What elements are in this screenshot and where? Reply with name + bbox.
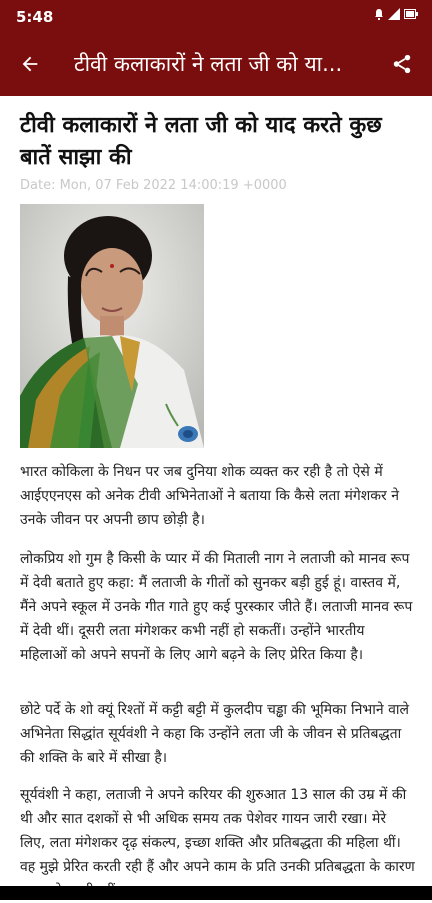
share-icon: [391, 53, 413, 75]
article-paragraph: छोटे पर्दे के शो क्यूं रिश्तों में कट्टी बट्टी में कुलदीप चड्ढा की भूमिका निभाने वाले अभिनेता सिद्धांत सूर्यवंशी ने कहा कि उन्होंने लता जी के जीवन से प्रतिबद्धता की शक्ति के बारे में सीखा है।: [20, 702, 409, 766]
article-headline: टीवी कलाकारों ने लता जी को याद करते कुछ बातें साझा की: [20, 113, 382, 170]
article-date: Date: Mon, 07 Feb 2022 14:00:19 +0000: [20, 178, 287, 193]
status-time: 5:48: [16, 8, 54, 26]
back-button[interactable]: [12, 46, 48, 82]
signal-icon: [388, 8, 400, 20]
article-content[interactable]: [0, 96, 432, 886]
arrow-left-icon: [19, 53, 41, 75]
article-paragraph: सूर्यवंशी ने कहा, लताजी ने अपने करियर की शुरुआत 13 साल की उम्र में की थी और सात दशकों से भी अधिक समय तक पेशेवर गायन जारी रखा। मेरे लिए, लता मंगेशकर दृढ़ संकल्प, इच्छा शक्ति और प्रतिबद्धता की महिला थीं। वह मुझे प्रेरित करती रही हैं और अपने काम के प्रति उनकी प्रतिबद्धता के कारण: [20, 787, 415, 875]
app-bar: [0, 32, 432, 96]
status-bar: [0, 0, 432, 32]
article-paragraph: लोकप्रिय शो गुम है किसी के प्यार में की मिताली नाग ने लताजी को मानव रूप में देवी बताते हुए कहा: मैं लताजी के गीतों को सुनकर बड़ी हुई हूं। वास्तव में, मैंने अपने स्कूल में उनके गीत गाते हुए कई पुरस्कार जीते हैं। लताजी मानव रूप में देवी थीं। दूसरी लता मंगेशकर कभी नहीं हो सकतीं। उन्होंने भारतीय महिलाओं को अपने सपनों के लिए आगे बढ़ने के लिए प्रेरित किया है।: [20, 551, 413, 663]
system-icons: [374, 8, 418, 20]
article-photo: [20, 204, 204, 448]
notification-icon: [374, 8, 384, 20]
navigation-bar: [0, 886, 432, 900]
article-paragraph: भारत कोकिला के निधन पर जब दुनिया शोक व्यक्त कर रही है तो ऐसे में आईएएनएस को अनेक टीवी अभिनेताओं ने बताया कि कैसे लता मंगेशकर ने उनके जीवन पर अपनी छाप छोड़ी है।: [20, 464, 399, 528]
share-button[interactable]: [384, 46, 420, 82]
portrait-image: [20, 204, 204, 448]
app-bar-title: टीवी कलाकारों ने लता जी को या...: [74, 52, 343, 76]
battery-icon: [404, 8, 418, 20]
